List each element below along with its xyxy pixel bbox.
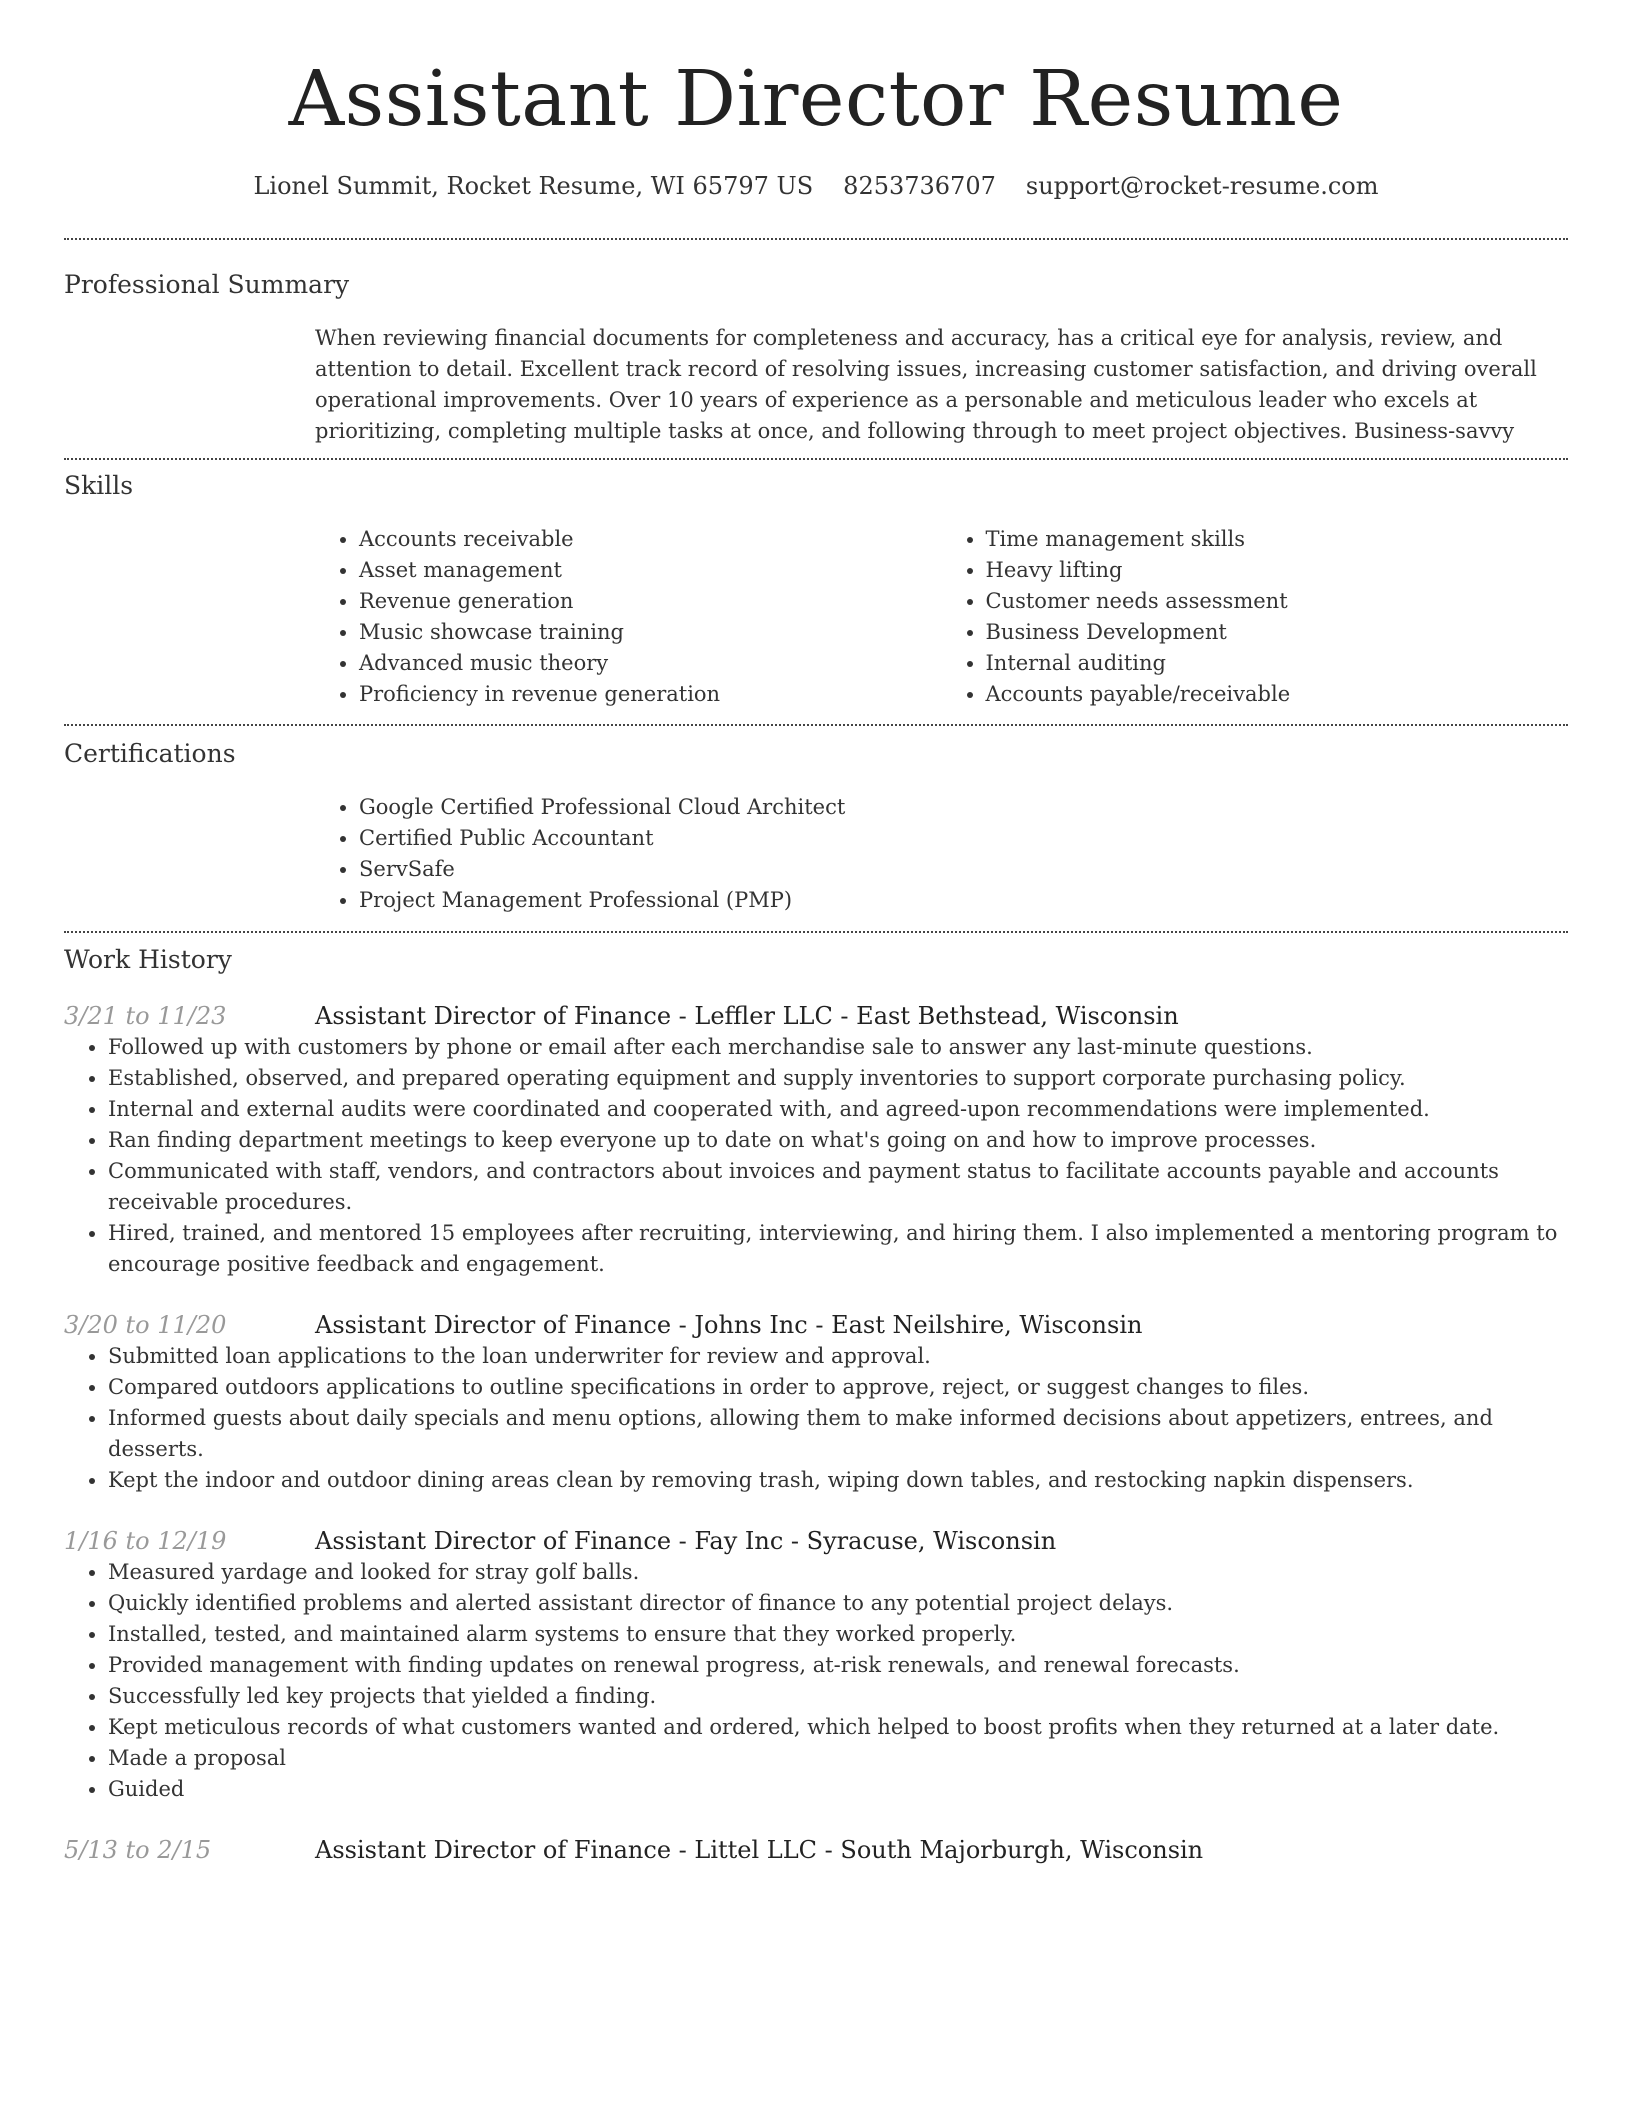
summary-text: When reviewing financial documents for completeness and accuracy, has a critical eye for analysis, review, and attention to detail. Excellent track record of resolving issues, increasing customer satisfaction, and driving overall operational improvements. Over 10 years of experience as a personable and meticulous leader who excels at prioritizing, completing multiple tasks at once, and following through to meet project objectives. Business-savvy	[315, 326, 1537, 443]
job-dates: 5/13 to 2/15	[64, 1836, 212, 1864]
job-bullet: • Successfully led key projects that yielded a finding.	[108, 1681, 1568, 1712]
job-bullet: • Internal and external audits were coordinated and cooperated with, and agreed-upon recommendations were implemented.	[108, 1094, 1568, 1125]
contact-email: support@rocket-resume.com	[1025, 172, 1379, 200]
job-bullet: • Quickly identified problems and alerted assistant director of finance to any potential project delays.	[108, 1588, 1568, 1619]
summary-section	[64, 240, 1568, 447]
skills-section	[64, 460, 1568, 710]
job-title: Assistant Director of Finance - Johns Inc - East Neilshire, Wisconsin	[315, 1311, 1143, 1339]
certifications-section	[64, 726, 1568, 916]
job-dates: 3/21 to 11/23	[64, 1002, 227, 1030]
job-bullet: • Communicated with staff, vendors, and contractors about invoices and payment status to facilitate accounts payable and accounts receivable procedures.	[108, 1156, 1568, 1218]
skill-item: • Revenue generation	[359, 586, 942, 617]
skill-item: • Asset management	[359, 555, 942, 586]
job-entry	[64, 1834, 1568, 1866]
job-bullet: • Submitted loan applications to the loan underwriter for review and approval.	[108, 1341, 1568, 1372]
section-heading: Skills	[64, 471, 134, 500]
contact-line	[64, 170, 1568, 202]
contact-phone: 8253736707	[843, 172, 996, 200]
skills-list-left	[315, 524, 942, 710]
job-bullet: • Installed, tested, and maintained alarm systems to ensure that they worked properly.	[108, 1619, 1568, 1650]
skill-item: • Customer needs assessment	[986, 586, 1569, 617]
job-bullet: • Guided	[108, 1774, 1568, 1805]
job-bullet: • Made a proposal	[108, 1743, 1568, 1774]
skill-item: • Music showcase training	[359, 617, 942, 648]
job-bullets	[64, 1341, 1568, 1496]
skill-item: • Accounts payable/receivable	[986, 679, 1569, 710]
job-bullets	[64, 1032, 1568, 1280]
skill-item: • Internal auditing	[986, 648, 1569, 679]
certification-item: • Google Certified Professional Cloud Architect	[359, 792, 1568, 823]
job-bullet: • Compared outdoors applications to outline specifications in order to approve, reject, or suggest changes to files.	[108, 1372, 1568, 1403]
job-bullet: • Measured yardage and looked for stray golf balls.	[108, 1557, 1568, 1588]
certification-item: • Certified Public Accountant	[359, 823, 1568, 854]
work-history-section	[64, 933, 1568, 1866]
job-title: Assistant Director of Finance - Leffler LLC - East Bethstead, Wisconsin	[315, 1002, 1179, 1030]
job-entry	[64, 1525, 1568, 1805]
job-dates: 1/16 to 12/19	[64, 1527, 227, 1555]
certification-item: • Project Management Professional (PMP)	[359, 885, 1568, 916]
resume-title: Assistant Director Resume	[288, 55, 1344, 144]
job-title: Assistant Director of Finance - Fay Inc - Syracuse, Wisconsin	[315, 1527, 1057, 1555]
job-dates: 3/20 to 11/20	[64, 1311, 227, 1339]
skill-item: • Proficiency in revenue generation	[359, 679, 942, 710]
skill-item: • Advanced music theory	[359, 648, 942, 679]
skill-item: • Heavy lifting	[986, 555, 1569, 586]
job-bullet: • Kept the indoor and outdoor dining areas clean by removing trash, wiping down tables, and restocking napkin dispensers.	[108, 1465, 1568, 1496]
job-bullet: • Kept meticulous records of what customers wanted and ordered, which helped to boost profits when they returned at a later date.	[108, 1712, 1568, 1743]
job-bullets	[64, 1557, 1568, 1805]
skill-item: • Time management skills	[986, 524, 1569, 555]
contact-address: Lionel Summit, Rocket Resume, WI 65797 US	[253, 172, 814, 200]
skill-item: • Business Development	[986, 617, 1569, 648]
job-bullet: • Ran finding department meetings to keep everyone up to date on what's going on and how to improve processes.	[108, 1125, 1568, 1156]
section-heading: Work History	[64, 945, 232, 974]
job-bullet: • Established, observed, and prepared operating equipment and supply inventories to support corporate purchasing policy.	[108, 1063, 1568, 1094]
job-entry	[64, 1000, 1568, 1280]
section-heading: Professional Summary	[64, 270, 350, 299]
job-bullet: • Informed guests about daily specials and menu options, allowing them to make informed decisions about appetizers, entrees, and desserts.	[108, 1403, 1568, 1465]
certifications-list	[315, 792, 1568, 916]
job-bullet: • Provided management with finding updates on renewal progress, at-risk renewals, and renewal forecasts.	[108, 1650, 1568, 1681]
certification-item: • ServSafe	[359, 854, 1568, 885]
skills-list-right	[942, 524, 1569, 710]
job-entry	[64, 1309, 1568, 1496]
job-bullet: • Hired, trained, and mentored 15 employees after recruiting, interviewing, and hiring them. I also implemented a mentoring program to encourage positive feedback and engagement.	[108, 1218, 1568, 1280]
job-bullet: • Followed up with customers by phone or email after each merchandise sale to answer any last-minute questions.	[108, 1032, 1568, 1063]
skill-item: • Accounts receivable	[359, 524, 942, 555]
job-title: Assistant Director of Finance - Littel LLC - South Majorburgh, Wisconsin	[315, 1836, 1204, 1864]
section-heading: Certifications	[64, 739, 236, 768]
